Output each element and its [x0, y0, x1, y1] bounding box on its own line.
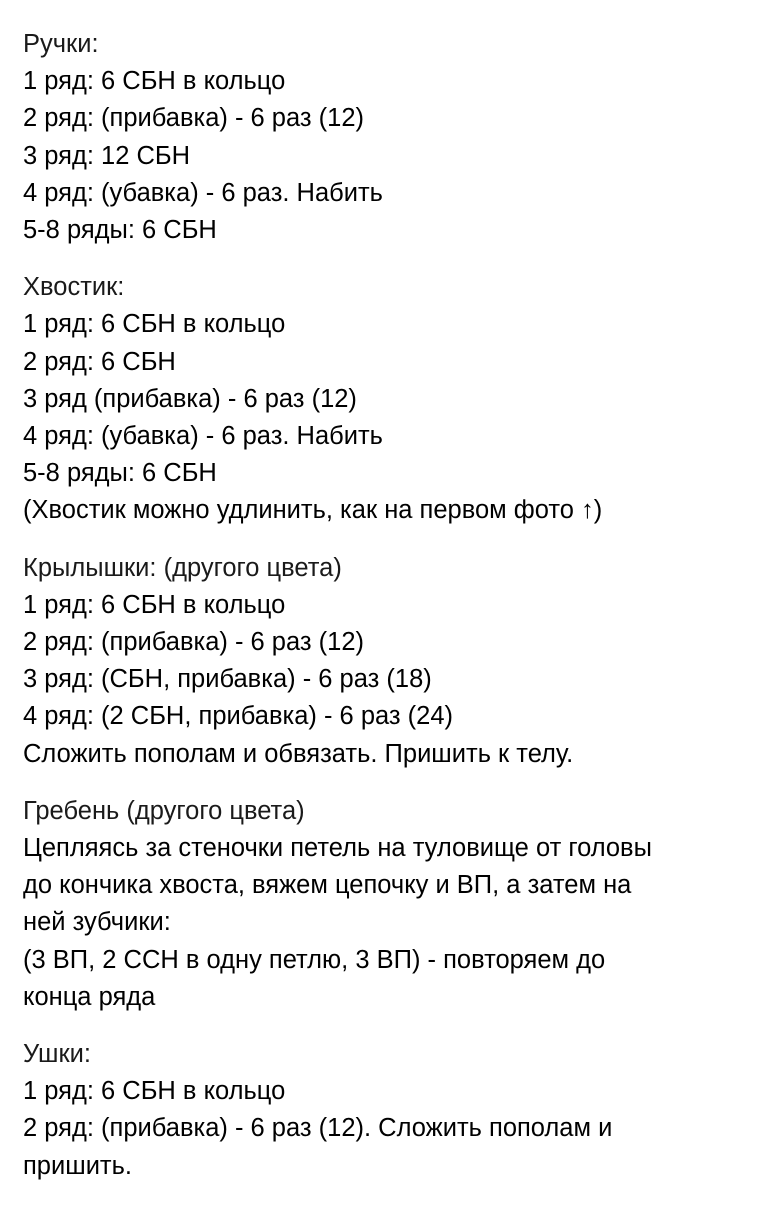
section-crest — [23, 793, 758, 1016]
instruction-line: 1 ряд: 6 СБН в кольцо — [23, 67, 286, 96]
instruction-line: Сложить пополам и обвязать. Пришить к телу. — [23, 739, 574, 768]
section-wings — [23, 550, 758, 773]
instruction-line: 1 ряд: 6 СБН в кольцо — [23, 590, 286, 619]
instruction-line: (3 ВП, 2 ССН в одну петлю, 3 ВП) - повторяем до — [23, 945, 606, 974]
instruction-line: конца ряда — [23, 982, 156, 1011]
section-title: Хвостик: — [23, 273, 125, 302]
instruction-line: 1 ряд: 6 СБН в кольцо — [23, 1077, 286, 1106]
instruction-line: пришить. — [23, 1151, 132, 1180]
section-title: Крылышки: (другого цвета) — [23, 553, 342, 582]
instruction-line: Цепляясь за стеночки петель на туловище от головы — [23, 834, 652, 863]
instruction-line: 2 ряд: (прибавка) - 6 раз (12). Сложить пополам и — [23, 1114, 613, 1143]
instruction-line: ней зубчики: — [23, 908, 171, 937]
instruction-line: 3 ряд: (СБН, прибавка) - 6 раз (18) — [23, 665, 432, 694]
instruction-line: 4 ряд: (2 СБН, прибавка) - 6 раз (24) — [23, 702, 454, 731]
instruction-note: (Хвостик можно удлинить, как на первом фото ↑) — [23, 496, 603, 525]
instruction-line: 5-8 ряды: 6 СБН — [23, 459, 217, 488]
instruction-line: 2 ряд: 6 СБН — [23, 347, 176, 376]
instruction-line: 4 ряд: (убавка) - 6 раз. Набить — [23, 422, 383, 451]
instruction-line: 3 ряд: 12 СБН — [23, 141, 191, 170]
instruction-line: 2 ряд: (прибавка) - 6 раз (12) — [23, 628, 365, 657]
section-arms — [23, 26, 758, 249]
instruction-line: 2 ряд: (прибавка) - 6 раз (12) — [23, 104, 365, 133]
instruction-line: 1 ряд: 6 СБН в кольцо — [23, 310, 286, 339]
instruction-line: 3 ряд (прибавка) - 6 раз (12) — [23, 384, 357, 413]
section-title: Гребень (другого цвета) — [23, 796, 305, 825]
instruction-line: 4 ряд: (убавка) - 6 раз. Набить — [23, 178, 383, 207]
section-tail — [23, 269, 758, 529]
section-title: Ушки: — [23, 1040, 91, 1069]
instructions-document — [23, 26, 758, 1205]
instruction-line: 5-8 ряды: 6 СБН — [23, 216, 217, 245]
section-title: Ручки: — [23, 30, 99, 58]
instruction-line: до кончика хвоста, вяжем цепочку и ВП, а затем на — [23, 871, 632, 900]
section-ears — [23, 1036, 758, 1185]
